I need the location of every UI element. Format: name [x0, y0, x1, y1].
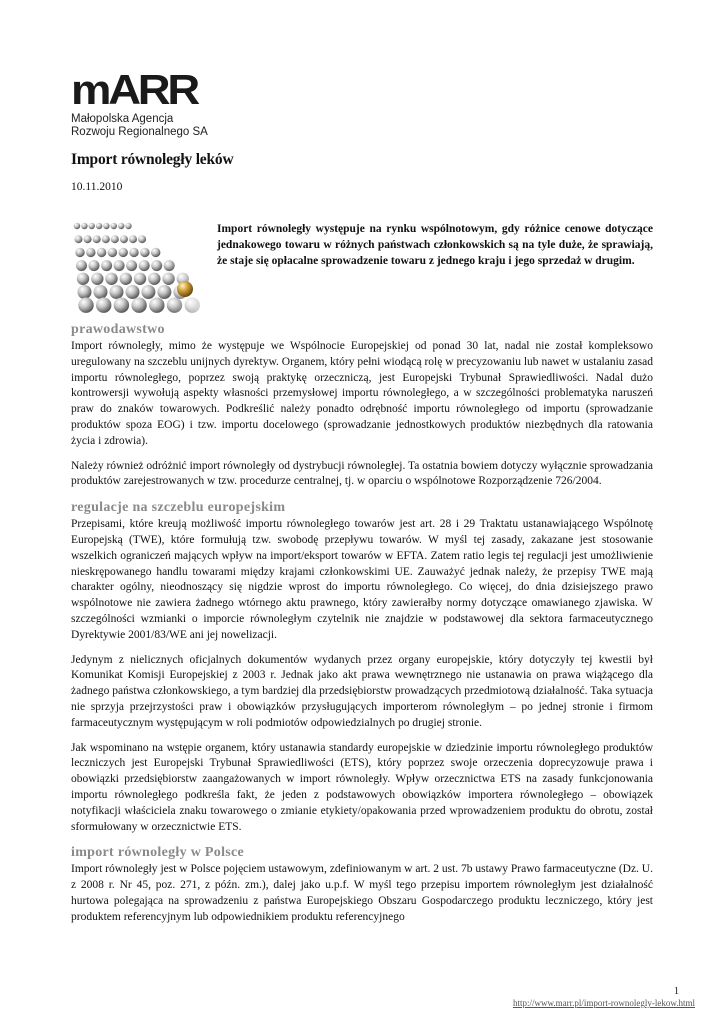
logo-wordmark-text: mARR [71, 70, 200, 110]
source-url-link[interactable]: http://www.marr.pl/import-rownolegly-lekow.html [512, 998, 695, 1008]
paragraph: Jak wspominano na wstępie organem, który ustanawia standardy europejskie w dziedzinie importu równoległego produktów leczniczych jest Europejski Trybunał Sprawiedliwości (ETS), który poprzez swoje orzeczenia doprecyzowuje prawa i obowiązki przedsiębiorstw zaangażowanych w import równoległy. Wpływ orzecznictwa ETS na zasady funkcjonowania importu równoległego podkreśla fakt, że jeden z podstawowych obowiązków importera równoległego – obowiązek notyfikacji właściciela znaku towarowego o zmianie etykiety/opakowania przed wprowadzeniem produktu do obrotu, został sformułowany w orzecznictwie ETS. [71, 741, 653, 833]
paragraph: Należy również odróżnić import równoległy od dystrybucji równoległej. Ta ostatnia bowiem dotyczy wyłącznie sprowadzania produktów zarejestrowanych w tzw. procedurze centralnej, tj. w oparciu o wspólnotowe Rozporządzenie 726/2004. [71, 459, 653, 488]
section-legislation [71, 321, 653, 490]
paragraph: Przepisami, które kreują możliwość importu równoległego towarów jest art. 28 i 29 Traktatu ustanawiającego Wspólnotę Europejską (TWE), które formułują tzw. swobodę przepływu towarów. W myśl tej zasady, zakazane jest stosowanie wszelkich ograniczeń mających wpływ na import/eksport towarów w EFTA. Zatem ratio legis tej regulacji jest umożliwienie nieskrępowanego handlu towarami między krajami członkowskimi UE. Zauważyć jednak należy, że przepisy TWE mają charakter ogólny, nieodnoszący się nigdzie wprost do importu równoległego. Co więcej, do dnia dzisiejszego prawo wspólnotowe nie zawiera żadnego wtórnego aktu prawnego, który zawierałby normy dotyczące omawianego zjawiska. W szczególności wzmianki o imporcie równoległym czytelnik nie znajdzie w podstawowej dla sektora farmaceutycznego Dyrektywie 2001/83/WE ani jej nowelizacji. [71, 518, 653, 641]
page-number: 1 [674, 986, 679, 997]
article-lead: Import równoległy występuje na rynku wspólnotowym, gdy różnice cenowe dotyczące jednakowego towaru w różnych państwach członkowskich są na tyle duże, że sprawiają, że staje się opłacalne sprowadzenie towaru z jednego kraju i jego sprzedaż w drugim. [217, 223, 653, 267]
paragraph: Import równoległy, mimo że występuje we Wspólnocie Europejskiej od ponad 30 lat, nadal nie został kompleksowo uregulowany na szczeblu unijnych dyrektyw. Organem, który pełni wiodącą rolę w precyzowaniu lub nawet w ustalaniu zasad importu równoległego, poprzez swoją praktykę orzeczniczą, jest Europejski Trybunał Sprawiedliwości. Nadal dużo kontrowersji wywołują aspekty własności przemysłowej importu równoległego, a w szczególności problematyka naruszeń praw do znaków towarowych. Podkreślić należy ponadto odrębność importu równoległego od importu (sprowadzanie produktów spoza EOG) i tzw. importu docelowego (sprowadzanie jednostkowych produktów niezbędnych dla ratowania życia i zdrowia). [71, 340, 653, 447]
section-heading: prawodawstwo [71, 322, 165, 337]
section-heading: import równoległy w Polsce [71, 845, 245, 861]
article-body [71, 321, 653, 935]
gold-pill [177, 281, 193, 297]
logo-org-line1: Małopolska Agencja [71, 113, 174, 125]
logo-org-name [71, 113, 211, 138]
section-eu-regulations [71, 499, 653, 835]
paragraph: Import równoległy jest w Polsce pojęciem ustawowym, zdefiniowanym w art. 2 ust. 7b ustawy Prawo farmaceutyczne (Dz. U. z 2008 r. Nr 45, poz. 271, z późn. zm.), dalej jako u.p.f. W myśl tego przepisu importem równoległym jest działalność hurtowa polegająca na sprowadzeniu z państwa Europejskiego Obszaru Gospodarczego produktu leczniczego, który jest produktem referencyjnym lub odpowiednikiem produktu referencyjnego [71, 863, 653, 923]
paragraph: Jedynym z nielicznych oficjalnych dokumentów wydanych przez organy europejskie, który dotyczyły tej kwestii był Komunikat Komisji Europejskiej z 2003 r. Jednak jako akt prawa wewnętrznego nie ustanawia on prawa wiążącego dla żadnego państwa członkowskiego, a tym bardziej dla przedsiębiorstw prowadzących przedmiotową działalność. Taka sytuacja nie sprzyja przejrzystości praw i obowiązków przysługujących importerom równoległym – po jednej stronie i firmom farmaceutycznym występującym w roli podmiotów odpowiedzialnych po drugiej stronie. [71, 653, 653, 729]
page-title: Import równoległy leków [71, 151, 234, 168]
article-date: 10.11.2010 [71, 181, 123, 193]
marr-logo[interactable] [71, 70, 211, 138]
section-heading: regulacje na szczeblu europejskim [71, 500, 286, 516]
logo-wordmark [71, 70, 201, 110]
section-import-in-poland [71, 844, 653, 925]
pills-illustration [71, 221, 211, 319]
logo-org-line2: Rozwoju Regionalnego SA [71, 125, 208, 138]
